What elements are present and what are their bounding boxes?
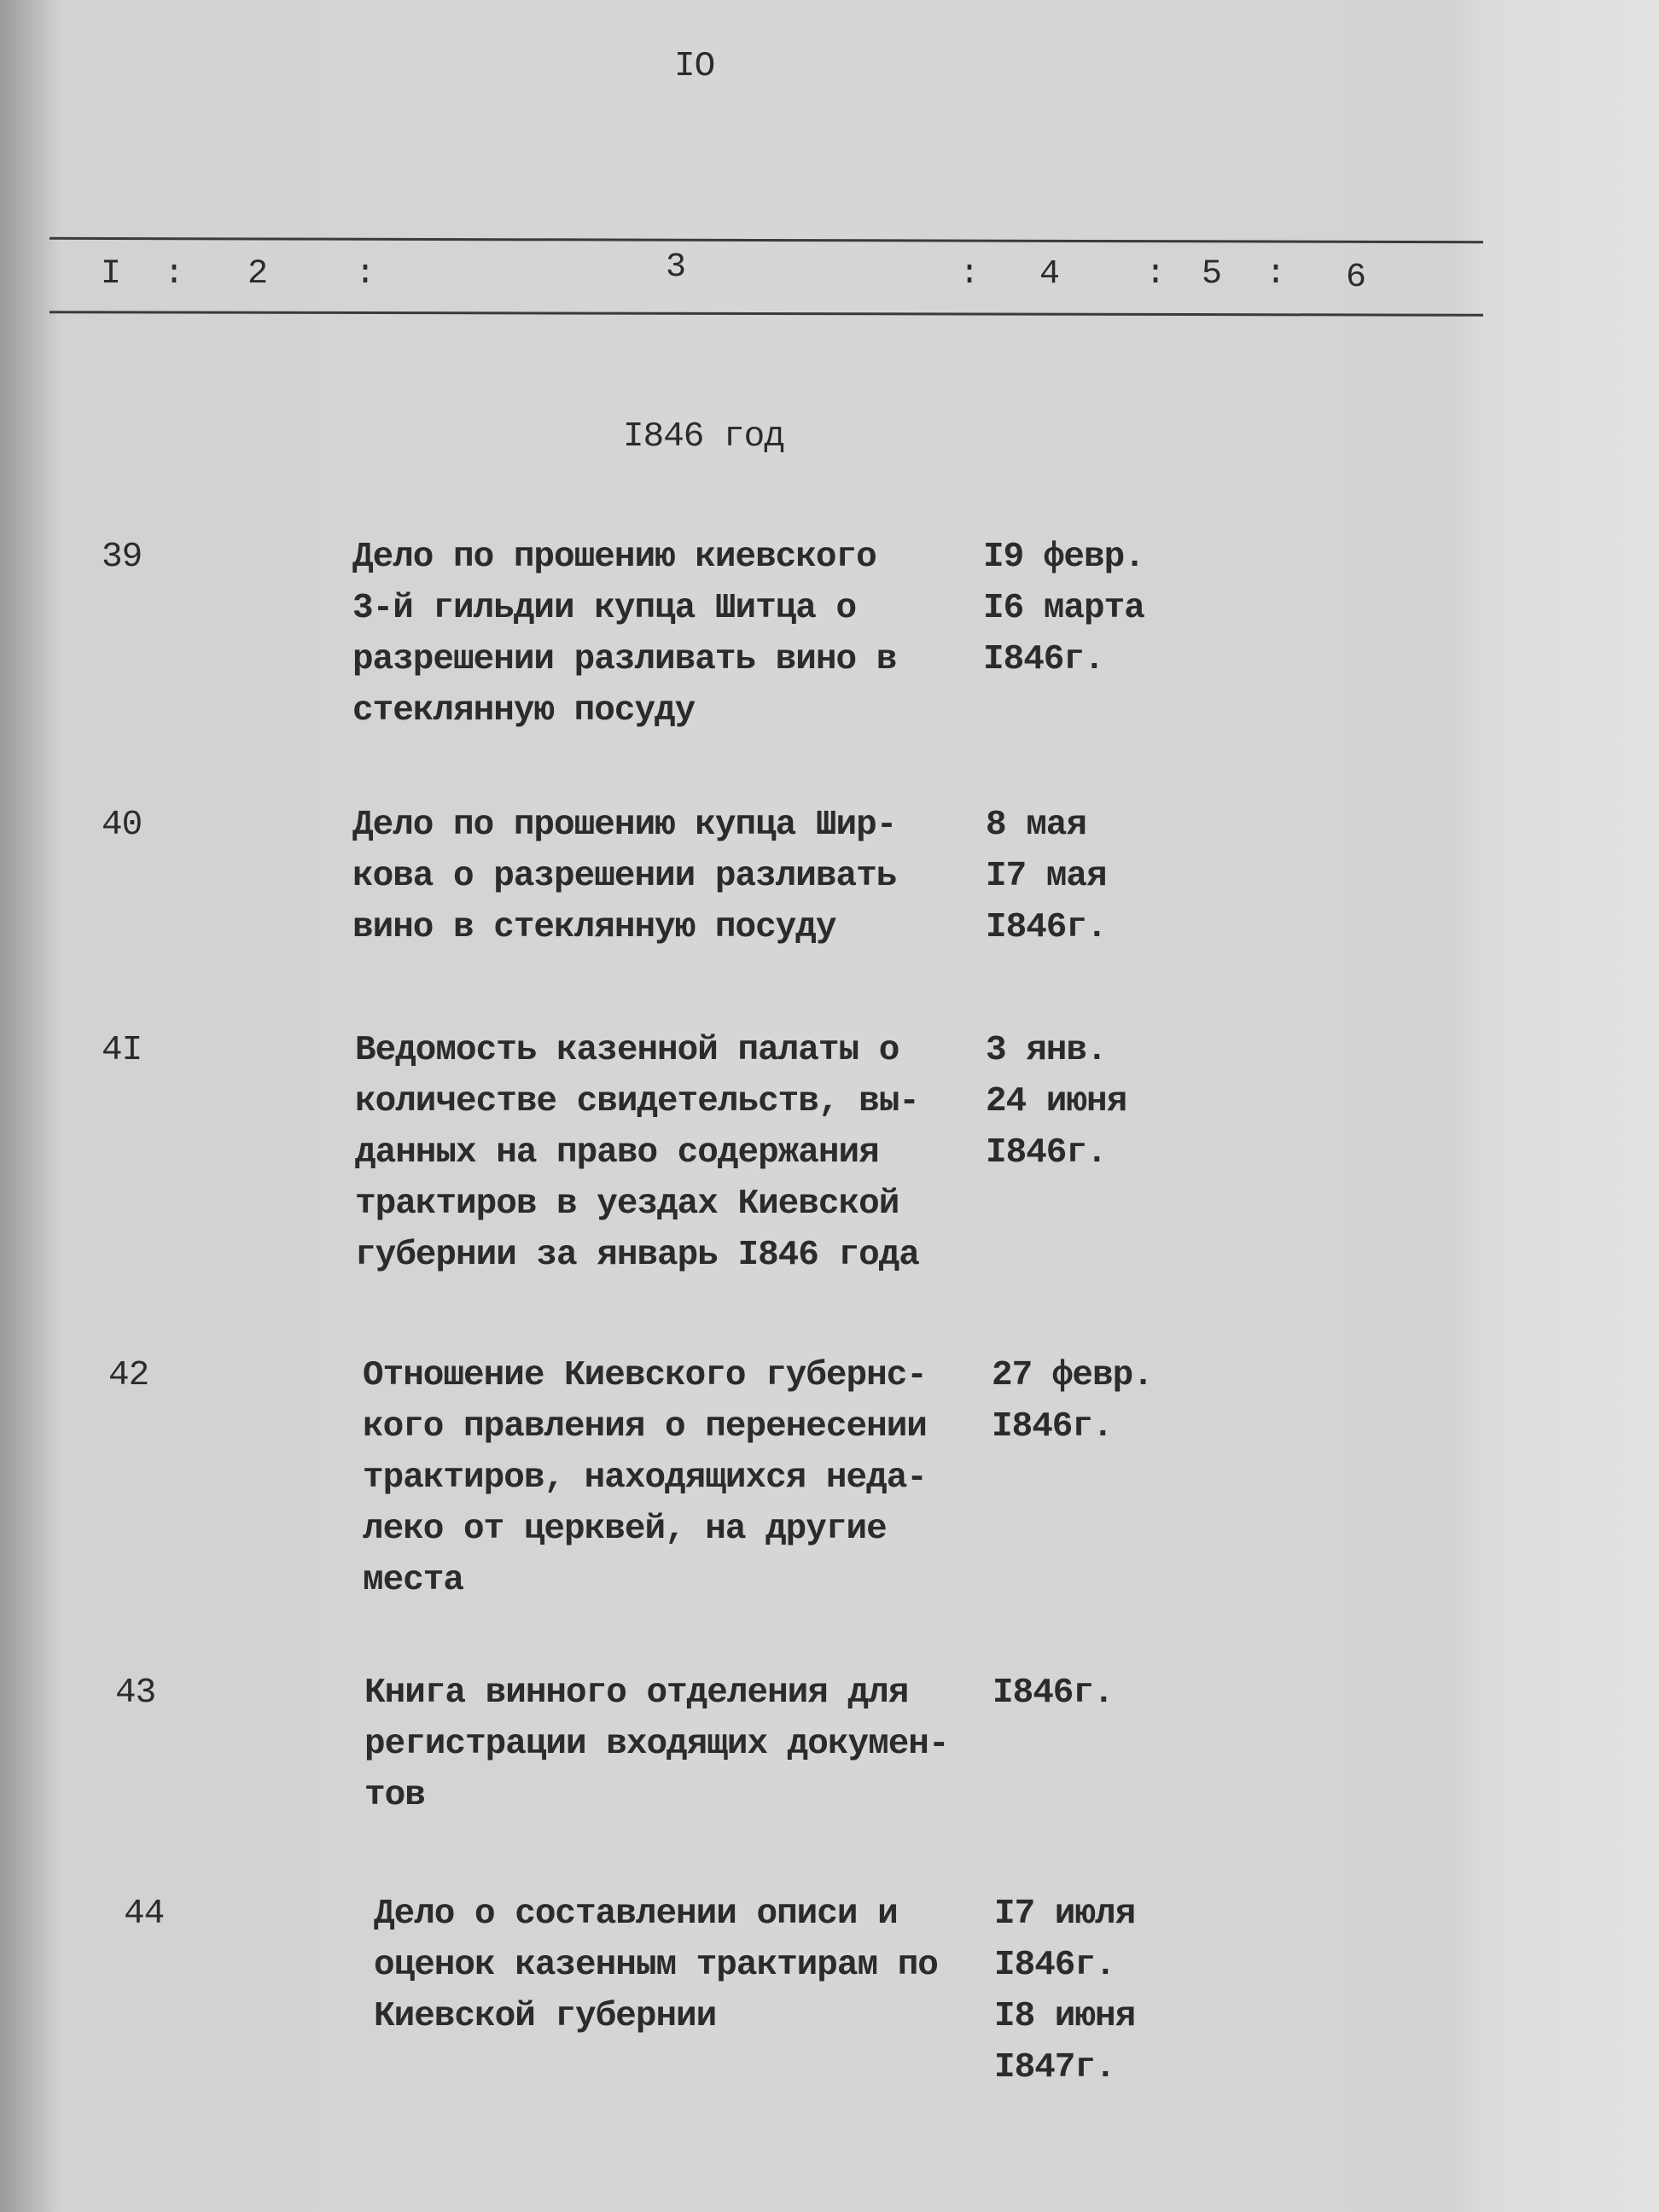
page-number: IO bbox=[674, 47, 715, 86]
entry-date-line: I846г. bbox=[994, 1946, 1115, 1985]
section-title: I846 год bbox=[623, 417, 784, 457]
table-header-bottom-rule bbox=[49, 311, 1483, 317]
entry-title-line: губернии за январь I846 года bbox=[355, 1236, 919, 1275]
entry-title-line: Дело о составлении описи и bbox=[374, 1895, 898, 1934]
entry-title-line: Дело по прошению купца Шир- bbox=[352, 806, 897, 845]
entry-dates bbox=[994, 1889, 1135, 2093]
entry-date-line: I846г. bbox=[983, 640, 1104, 679]
entry-date-line: I846г. bbox=[986, 908, 1107, 947]
entry-date-line: I7 мая bbox=[986, 857, 1107, 896]
entry-title bbox=[364, 1668, 949, 1821]
entry-number: 42 bbox=[108, 1356, 149, 1395]
entry-title-line: 3-й гильдии купца Шитца о bbox=[352, 589, 857, 628]
entry-date-line: 27 февр. bbox=[992, 1356, 1153, 1395]
column-header-6: 6 bbox=[1346, 259, 1367, 297]
entry-title bbox=[355, 1025, 919, 1281]
entry-title-line: кова о разрешении разливать bbox=[352, 857, 897, 896]
column-header-4: 4 bbox=[1039, 255, 1061, 294]
entry-title bbox=[363, 1350, 927, 1606]
entry-number: 44 bbox=[124, 1895, 165, 1934]
column-separator: : bbox=[164, 255, 185, 294]
entry-title bbox=[352, 800, 896, 953]
entry-date-line: I846г. bbox=[992, 1674, 1114, 1713]
entry-title-line: Киевской губернии bbox=[374, 1997, 717, 2036]
entry-title-line: количестве свидетельств, вы- bbox=[355, 1082, 919, 1121]
entry-title-line: регистрации входящих докумен- bbox=[364, 1725, 949, 1764]
entry-title-line: оценок казенным трактирам по bbox=[374, 1946, 938, 1985]
entry-title-line: разрешении разливать вино в bbox=[352, 640, 897, 679]
entry-number: 39 bbox=[102, 538, 143, 577]
table-header-top-rule bbox=[49, 237, 1483, 243]
entry-title-line: Книга винного отделения для bbox=[364, 1674, 909, 1713]
entry-title-line: Отношение Киевского губернс- bbox=[363, 1356, 927, 1395]
column-separator: : bbox=[1266, 255, 1287, 294]
column-separator: : bbox=[355, 255, 376, 294]
entry-title-line: тов bbox=[364, 1776, 425, 1815]
column-separator: : bbox=[959, 255, 981, 294]
column-header-1: I bbox=[101, 255, 122, 294]
entry-number: 43 bbox=[115, 1674, 156, 1713]
column-header-5: 5 bbox=[1202, 255, 1223, 294]
entry-date-line: I846г. bbox=[986, 1133, 1107, 1173]
entry-date-line: I9 февр. bbox=[983, 538, 1144, 577]
column-header-3: 3 bbox=[666, 248, 687, 287]
entry-date-line: I7 июля bbox=[994, 1895, 1136, 1934]
entry-number: 40 bbox=[102, 806, 143, 845]
entry-dates bbox=[983, 532, 1144, 685]
column-header-2: 2 bbox=[247, 255, 269, 294]
entry-date-line: 8 мая bbox=[986, 806, 1087, 845]
entry-title-line: Ведомость казенной палаты о bbox=[355, 1031, 899, 1070]
entry-title-line: трактиров в уездах Киевской bbox=[355, 1185, 899, 1224]
entry-title-line: данных на право содержания bbox=[355, 1133, 879, 1173]
entry-number: 4I bbox=[102, 1031, 143, 1070]
entry-title-line: вино в стеклянную посуду bbox=[352, 908, 836, 947]
entry-date-line: 24 июня bbox=[986, 1082, 1127, 1121]
entry-title-line: Дело по прошению киевского bbox=[352, 538, 876, 577]
entry-title-line: стеклянную посуду bbox=[352, 691, 696, 731]
entry-title-line: леко от церквей, на другие bbox=[363, 1510, 887, 1549]
entry-dates bbox=[986, 800, 1107, 953]
entry-date-line: I847г. bbox=[994, 2048, 1115, 2087]
entry-title-line: кого правления о перенесении bbox=[363, 1407, 927, 1447]
column-separator: : bbox=[1145, 255, 1167, 294]
entry-dates bbox=[992, 1668, 1114, 1719]
entry-date-line: I8 июня bbox=[994, 1997, 1136, 2036]
entry-title-line: места bbox=[363, 1561, 464, 1600]
entry-dates bbox=[992, 1350, 1153, 1452]
entry-date-line: I846г. bbox=[992, 1407, 1113, 1447]
entry-title bbox=[374, 1889, 938, 2042]
entry-date-line: I6 марта bbox=[983, 589, 1144, 628]
entry-date-line: 3 янв. bbox=[986, 1031, 1107, 1070]
entry-title bbox=[352, 532, 896, 736]
entry-dates bbox=[986, 1025, 1126, 1179]
entry-title-line: трактиров, находящихся неда- bbox=[363, 1458, 927, 1498]
